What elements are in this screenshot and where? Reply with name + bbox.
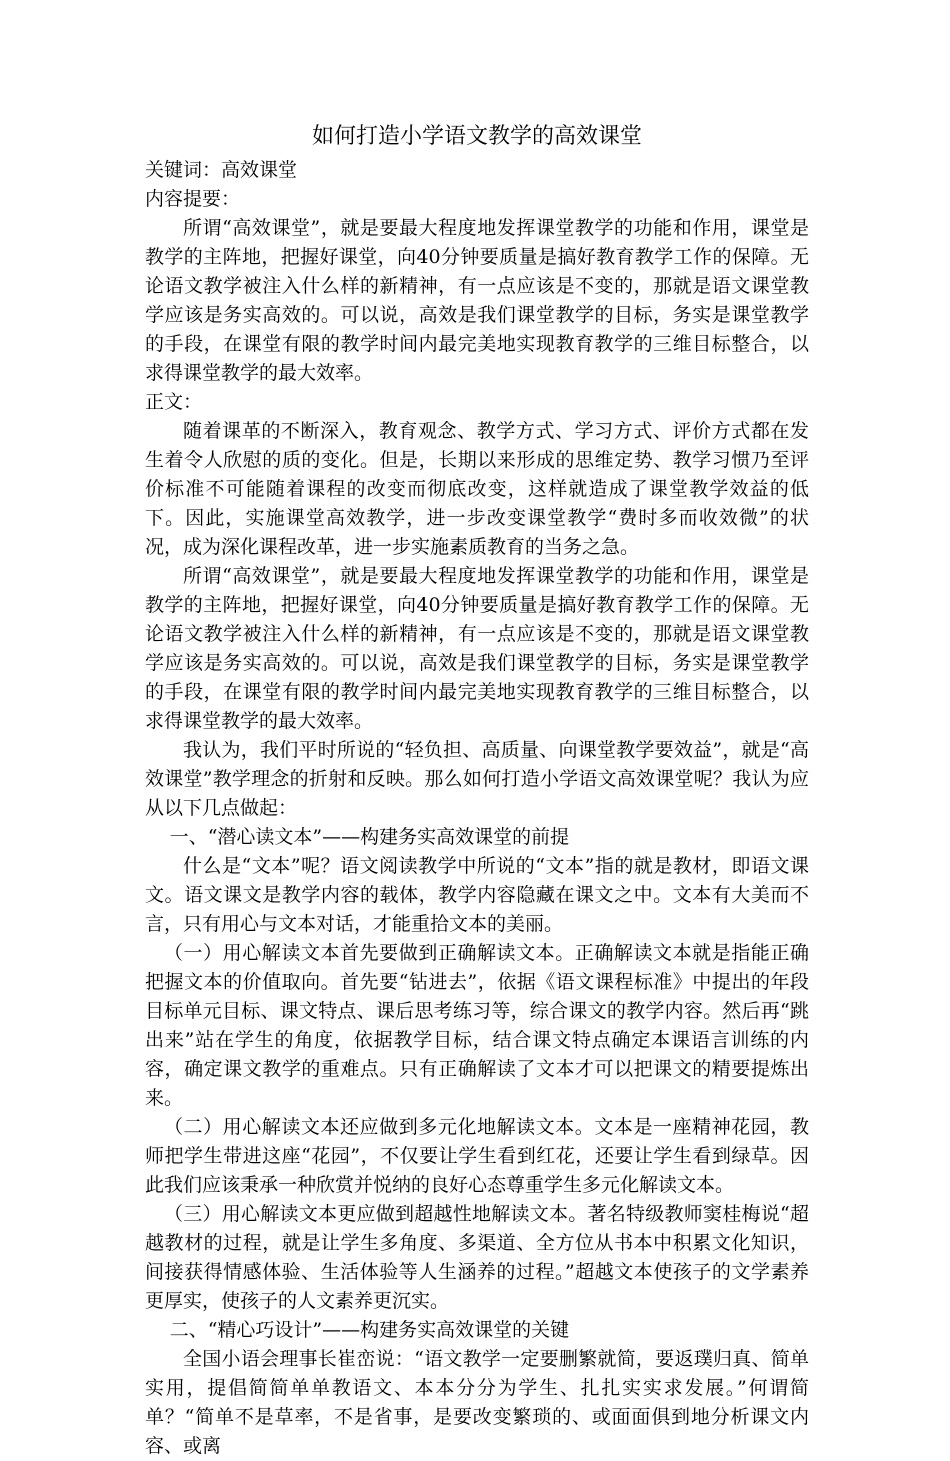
section-1-point-2: （二）用心解读文本还应做到多元化地解读文本。文本是一座精神花园，教师把学生带进这座“花园”，不仅要让学生看到红花，还要让学生看到绿草。因此我们应该秉承一种欣赏并悦纳的良好心态尊重学生多元化解读文本。 bbox=[145, 1116, 809, 1196]
body-paragraph-3: 我认为，我们平时所说的“轻负担、高质量、向课堂教学要效益”，就是“高效课堂”教学理念的折射和反映。那么如何打造小学语文高效课堂呢？我认为应从以下几点做起： bbox=[145, 739, 809, 819]
body-label: 正文： bbox=[145, 391, 203, 413]
body-paragraph-1: 随着课革的不断深入，教育观念、教学方式、学习方式、评价方式都在发生着令人欣慰的质的变化。但是，长期以来形成的思维定势、教学习惯乃至评价标准不可能随着课程的改变而彻底改变，这样就造成了课堂教学效益的低下。因此，实施课堂高效教学，进一步改变课堂教学“费时多而收效微”的状况，成为深化课程改革，进一步实施素质教育的当务之急。 bbox=[145, 420, 809, 558]
document-page bbox=[145, 120, 809, 1461]
abstract-label: 内容提要： bbox=[145, 188, 241, 210]
section-1-point-3: （三）用心解读文本更应做到超越性地解读文本。著名特级教师窦桂梅说“超越教材的过程，就是让学生多角度、多渠道、全方位从书本中积累文化知识，间接获得情感体验、生活体验等人生涵养的过程。”超越文本使孩子的文学素养更厚实，使孩子的人文素养更沉实。 bbox=[145, 1203, 809, 1312]
document-title: 如何打造小学语文教学的高效课堂 bbox=[311, 124, 642, 149]
abstract-paragraph: 所谓“高效课堂”，就是要最大程度地发挥课堂教学的功能和作用，课堂是教学的主阵地，把握好课堂，向40分钟要质量是搞好教育教学工作的保障。无论语文教学被注入什么样的新精神，有一点应该是不变的，那就是语文课堂教学应该是务实高效的。可以说，高效是我们课堂教学的目标，务实是课堂教学的手段，在课堂有限的教学时间内最完美地实现教育教学的三维目标整合，以求得课堂教学的最大效率。 bbox=[145, 217, 809, 384]
section-1-intro: 什么是“文本”呢？语文阅读教学中所说的“文本”指的就是教材，即语文课文。语文课文是教学内容的载体，教学内容隐藏在课文之中。文本有大美而不言，只有用心与文本对话，才能重拾文本的美丽。 bbox=[145, 855, 809, 935]
keywords-line: 关键词：高效课堂 bbox=[145, 159, 298, 181]
section-2-heading: 二、“精心巧设计”——构建务实高效课堂的关键 bbox=[169, 1319, 570, 1341]
section-2-intro: 全国小语会理事长崔峦说：“语文教学一定要删繁就简，要返璞归真、简单实用，提倡简简单单教语文、本本分分为学生、扎扎实实求发展。”何谓简单？“简单不是草率，不是省事，是要改变繁琐的、或面面俱到地分析课文内容、或离 bbox=[145, 1348, 809, 1457]
section-1-heading: 一、“潜心读文本”——构建务实高效课堂的前提 bbox=[169, 826, 570, 848]
body-paragraph-2: 所谓“高效课堂”，就是要最大程度地发挥课堂教学的功能和作用，课堂是教学的主阵地，把握好课堂，向40分钟要质量是搞好教育教学工作的保障。无论语文教学被注入什么样的新精神，有一点应该是不变的，那就是语文课堂教学应该是务实高效的。可以说，高效是我们课堂教学的目标，务实是课堂教学的手段，在课堂有限的教学时间内最完美地实现教育教学的三维目标整合，以求得课堂教学的最大效率。 bbox=[145, 565, 809, 732]
section-1-point-1: （一）用心解读文本首先要做到正确解读文本。正确解读文本就是指能正确把握文本的价值取向。首先要“钻进去”，依据《语文课程标准》中提出的年段目标单元目标、课文特点、课后思考练习等，综合课文的教学内容。然后再“跳出来”站在学生的角度，依据教学目标，结合课文特点确定本课语言训练的内容，确定课文教学的重难点。只有正确解读了文本才可以把课文的精要提炼出来。 bbox=[145, 942, 809, 1109]
